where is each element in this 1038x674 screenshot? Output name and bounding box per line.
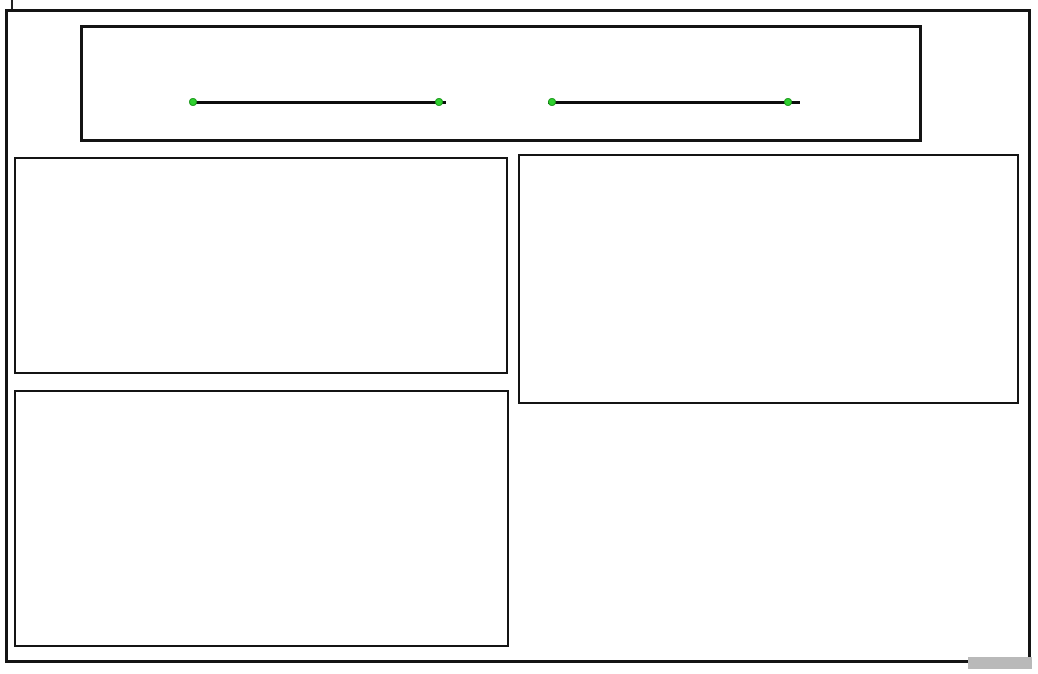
terminal-r2-show-ip-route [518, 154, 1019, 404]
terminal-output [16, 159, 506, 163]
router-r3-icon [796, 60, 902, 138]
scan-gray-artifact [968, 657, 1032, 669]
terminal-r1-show-ip-route [14, 157, 508, 374]
interface-dot-r1-fa00 [189, 98, 197, 106]
router-r2-icon [442, 53, 548, 131]
router-r1-icon [88, 57, 194, 135]
interface-dot-r2-fa00 [435, 98, 443, 106]
scan-tick-artifact [11, 0, 13, 9]
terminal-output [520, 156, 1017, 160]
terminal-r3-show-ip-route [14, 390, 509, 647]
terminal-output [16, 392, 507, 396]
link-r1-r2 [190, 101, 446, 104]
interface-dot-r3-fa01 [784, 98, 792, 106]
link-r2-r3 [548, 101, 800, 104]
interface-dot-r2-fa01 [548, 98, 556, 106]
